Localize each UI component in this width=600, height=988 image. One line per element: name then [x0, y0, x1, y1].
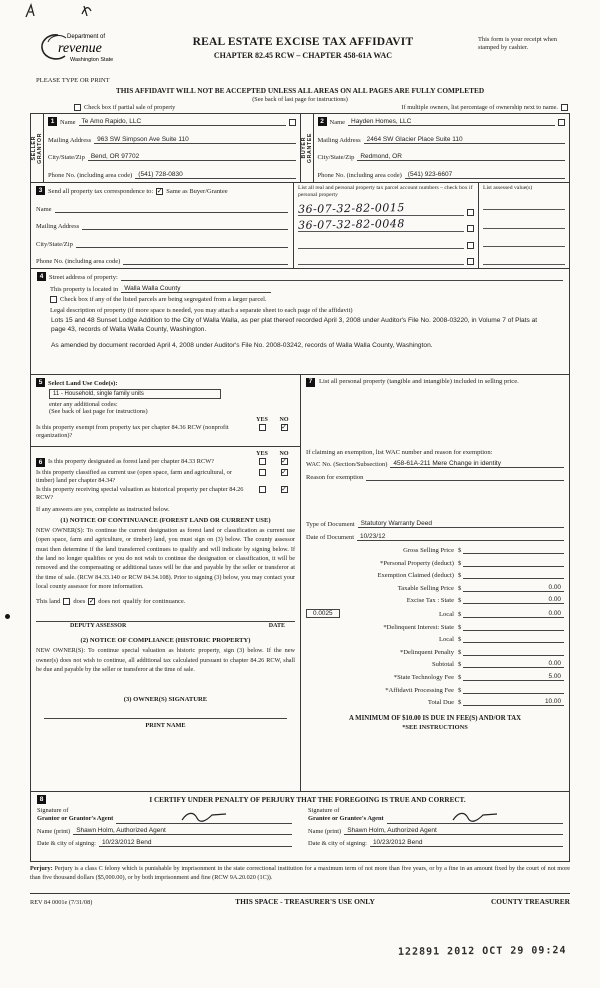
segregate-checkbox[interactable] [50, 296, 57, 303]
seller-csz-row [48, 153, 296, 161]
assessed-value-row [483, 192, 565, 210]
perjury-paragraph [30, 865, 570, 882]
dollar-sign: $ [458, 547, 462, 554]
corr-name-row [36, 205, 288, 213]
fin-row-exemption-deduct [306, 571, 564, 579]
located-county-field[interactable]: Walla Walla County [121, 285, 271, 293]
fin-row-delinquent-penalty [306, 648, 564, 656]
street-address-label: Street address of property: [49, 274, 118, 281]
assessed-value-row [483, 210, 565, 228]
forest-yes-cell [251, 458, 273, 465]
seller-name-row [48, 117, 296, 126]
buyer-phone-row [318, 171, 566, 179]
section-6-number: 6 [36, 458, 45, 467]
grantor-name-label: Name (print) [37, 828, 71, 836]
form-header [30, 26, 570, 78]
doc-type-field[interactable]: Statutory Warranty Deed [358, 520, 564, 528]
grantee-name-row [308, 827, 563, 835]
personal-property-label: List all personal property (tangible and intangible) included in selling price. [319, 378, 519, 385]
partial-sale-label: Check box if partial sale of property [84, 104, 176, 111]
buyer-phone-field[interactable]: (541) 923-6607 [405, 171, 565, 179]
assessed-value-row [483, 229, 565, 247]
owners-signature-title: (3) OWNER(S) SIGNATURE [123, 696, 208, 704]
current-use-question-row [36, 469, 295, 485]
pen-marks [20, 2, 110, 20]
segregate-row [50, 296, 563, 303]
buyer-address-label: Mailing Address [317, 136, 361, 144]
section-8-number: 8 [37, 795, 46, 804]
historic-no-cell [273, 486, 295, 493]
legal-paragraph-1: Lots 15 and 48 Sunset Lodge Addition to the City of Walla Walla, as per plat thereof recorded April 3, 2008 under Auditor's File No. 2008-03220, in Volume 7 of Plats at page 43, records of Walla Walla County, Washington. [51, 317, 538, 333]
corr-phone-label: Phone No. (including area code) [36, 258, 121, 265]
seller-ownership-checkbox[interactable] [289, 119, 296, 126]
section-5-land-use [31, 375, 300, 447]
buyer-name-row [318, 117, 566, 126]
fin-row-local [306, 609, 564, 618]
logo-dept-of-text: Department of [67, 34, 106, 40]
seller-phone-row [48, 171, 296, 179]
seller-address-label: Mailing Address [48, 136, 92, 144]
owners-signature-line[interactable] [44, 708, 287, 719]
dollar-sign: $ [458, 572, 462, 580]
seller-section [31, 114, 300, 182]
dollar-sign: $ [458, 584, 462, 592]
compliance-title: (2) NOTICE OF COMPLIANCE (HISTORIC PROPERTY) [80, 637, 251, 645]
parcel-number-1: 36-07-32-82-0015 [297, 200, 405, 216]
dollar-sign: $ [458, 559, 462, 567]
form-revision-number: REV 84 0001e (7/31/08) [30, 899, 93, 906]
wac-row [306, 460, 564, 468]
correspondence-fields [31, 183, 294, 268]
qualify-row [36, 598, 295, 605]
dollar-sign: $ [458, 661, 462, 669]
does-not-label: does not [98, 598, 121, 606]
corr-csz-field[interactable] [76, 240, 288, 248]
exempt-yes-cell [251, 424, 273, 431]
multiple-owners-checkbox[interactable] [561, 104, 568, 111]
footer-divider [30, 893, 570, 894]
assessed-values-column [479, 183, 569, 268]
section-3-correspondence [30, 183, 570, 269]
top-checkbox-row [30, 104, 570, 111]
current-use-no-cell [273, 469, 295, 476]
total-due-field[interactable]: 10.00 [463, 698, 564, 706]
buyer-address-row [318, 136, 566, 144]
grantor-name-field[interactable]: Shawn Holm, Authorized Agent [73, 827, 292, 835]
section-1-number: 1 [48, 117, 57, 126]
fin-label: *Delinquent Interest: State [383, 623, 454, 631]
excise-tax-local-field[interactable]: 0.00 [463, 610, 564, 618]
section-4-property [30, 269, 570, 375]
corr-address-field[interactable] [82, 222, 288, 230]
corr-name-label: Name [36, 205, 52, 213]
buyer-ownership-checkbox[interactable] [558, 119, 565, 126]
corr-address-row [36, 222, 288, 230]
grantee-signature-column [308, 807, 563, 850]
fin-row-total-due [306, 698, 564, 706]
logo-washington-state-text: Washington State [70, 57, 114, 63]
historic-no-checkbox[interactable]: ✓ [281, 485, 287, 494]
forest-no-cell [273, 458, 295, 465]
section-7-number: 7 [306, 378, 315, 387]
subtotal-field[interactable]: 0.00 [463, 660, 564, 668]
grantor-sig-label-1: Signature of [37, 807, 69, 814]
current-use-yes-cell [251, 469, 273, 476]
parcel-row [298, 199, 474, 215]
fin-label: Local [438, 636, 454, 644]
partial-sale-checkbox[interactable] [74, 104, 81, 111]
section-2-number: 2 [318, 117, 327, 126]
title-block [148, 36, 458, 60]
current-use-no-checkbox[interactable]: ✓ [281, 467, 287, 476]
perjury-bold-label: Perjury: [30, 865, 53, 872]
parcel-field-4[interactable] [298, 264, 464, 265]
grantee-date-label: Date & city of signing: [308, 839, 367, 847]
historic-yes-checkbox[interactable] [259, 486, 266, 493]
section-5-number: 5 [36, 378, 45, 387]
fin-label: *Affidavit Processing Fee [385, 686, 454, 694]
qualify-suffix: qualify for continuance. [123, 598, 186, 606]
parcel-numbers-column [294, 183, 479, 268]
fin-label: Excise Tax : State [406, 597, 454, 605]
dollar-sign: $ [458, 610, 462, 618]
doc-date-label: Date of Document [306, 534, 355, 541]
grantee-signature-row [308, 807, 563, 824]
seller-name-field[interactable]: Te Amo Rapido, LLC [79, 118, 286, 126]
dollar-sign: $ [458, 636, 462, 644]
grantor-signature-labels [37, 807, 113, 824]
buyer-side-label-2: GRANTEE [306, 132, 313, 164]
buyer-address-field[interactable]: 2464 SW Glacier Place Suite 110 [364, 136, 565, 144]
wac-label: WAC No. (Section/Subsection) [306, 461, 388, 468]
certify-row [37, 795, 563, 804]
grantor-signature-column [37, 807, 292, 850]
grantee-name-field[interactable]: Shawn Holm, Authorized Agent [344, 827, 563, 835]
located-label: This property is located in [50, 285, 119, 293]
any-yes-note: If any answers are yes, complete as instructed below. [36, 506, 170, 514]
sec6-yes-no-header [36, 451, 295, 457]
footer-row [30, 897, 570, 906]
multiple-owners-label: If multiple owners, list percentage of ownership next to name. [401, 104, 558, 111]
continuance-text: NEW OWNER(S): To continue the current designation as forest land or classification as current use (open space, farm and agriculture, or timber) land, you must sign on (3) below. The county assessor must then determine if the land transferred continues to qualify and will indicate by signing below. If the land no longer qualifies or you do not wish to continue the designation or classification, it will be removed and the compensating or additional taxes will be due and payable by the seller or transferor at the time of sale. (RCW 84.33.140 or RCW 84.34.108). Prior to signing (3) below, you may contact your local county assessor for more information. [36, 527, 295, 590]
grantor-signature-field[interactable] [116, 810, 292, 824]
seller-csz-label: City/State/Zip [48, 154, 85, 162]
does-label: does [73, 598, 86, 606]
buyer-side-strip [301, 114, 314, 182]
fin-row-personal-deduct [306, 559, 564, 567]
fin-row-delinquent-interest-state [306, 623, 564, 631]
partial-sale-option [74, 104, 175, 111]
parcel-number-2: 36-07-32-82-0048 [297, 217, 405, 233]
grantor-date-label: Date & city of signing: [37, 839, 96, 847]
same-as-buyer-checkbox[interactable]: ✓ [156, 187, 163, 195]
section-7-financial [301, 375, 569, 791]
parcel-row [298, 249, 474, 265]
segregate-label: Check box if any of the listed parcels are being segregated from a larger parcel. [60, 296, 267, 303]
sec5-yes-no-header [36, 417, 295, 423]
fin-row-gross [306, 546, 564, 554]
assessed-value-field-4[interactable] [483, 264, 565, 265]
forest-question-text: Is this property designated as forest land per chapter 84.33 RCW? [48, 457, 214, 465]
grantor-date-field[interactable]: 10/23/2012 Bend [99, 839, 292, 847]
perjury-text: Perjury is a class C felony which is punishable by imprisonment in the state correctional institution for a maximum term of not more than five years, or by a fine in an amount fixed by the court of not more than five thousand dollars ($5,000.00), or by both imprisonment and fine (RCW 9A.20.020 (1C)). [30, 865, 570, 881]
form-subtitle: CHAPTER 82.45 RCW – CHAPTER 458-61A WAC [213, 51, 393, 60]
left-column [31, 375, 301, 791]
located-row [50, 285, 563, 293]
see-back-note: (See back of last page for instructions) [252, 96, 348, 103]
fin-label: *State Technology Fee [393, 673, 454, 681]
historic-question-row [36, 486, 295, 502]
minimum-due-note: A MINIMUM OF $10.00 IS DUE IN FEE(S) AND/OR TAX [348, 714, 522, 722]
fin-row-subtotal [306, 660, 564, 668]
doc-type-label: Type of Document [306, 521, 355, 528]
doc-date-row [306, 533, 564, 541]
corr-csz-row [36, 240, 288, 248]
dollar-sign: $ [458, 699, 462, 707]
parties-section [30, 113, 570, 183]
seller-csz-field[interactable]: Bend, OR 97702 [88, 153, 296, 161]
buyer-name-label: Name [329, 119, 346, 126]
buyer-csz-row [318, 153, 566, 161]
seller-side-label-2: GRANTOR [37, 132, 43, 164]
land-use-title-row [36, 378, 295, 387]
dollar-sign: $ [458, 597, 462, 605]
land-use-code-field[interactable]: 11 - Household, single family units [49, 389, 221, 399]
personal-property-checkbox-2[interactable] [467, 225, 474, 232]
grantor-sig-label-2: Grantor or Grantor's Agent [37, 815, 114, 823]
legal-description-row [50, 307, 563, 314]
current-use-yes-checkbox[interactable] [259, 469, 266, 476]
exempt-no-checkbox[interactable]: ✓ [281, 423, 287, 431]
buyer-section [300, 114, 570, 182]
no-header: NO [279, 450, 289, 457]
scan-artifact-dot [5, 614, 10, 619]
corr-phone-row [36, 257, 288, 265]
corr-name-field[interactable] [55, 205, 288, 213]
seller-fields [44, 114, 300, 182]
delinquent-interest-state-field[interactable] [463, 623, 564, 631]
deputy-assessor-label: DEPUTY ASSESSOR [70, 623, 127, 630]
fin-row-delinquent-interest-local [306, 635, 564, 643]
parcel-field-2[interactable] [298, 218, 464, 232]
taxable-selling-price-field[interactable]: 0.00 [463, 584, 564, 592]
parcel-header: List all real and personal property tax parcel account numbers – check box if personal property [298, 185, 473, 199]
seller-phone-field[interactable]: (541) 728-0830 [135, 171, 295, 179]
historic-question-text: Is this property receiving special valuation as historical property per chapter 84.26 RCW? [36, 486, 244, 502]
legal-description-label: Legal description of property (if more space is needed, you may attach a separate sheet to each page of the affidavit) [50, 306, 353, 314]
revenue-logo [36, 28, 150, 68]
grantee-signature-labels [308, 807, 384, 824]
fin-label: *Personal Property (deduct) [380, 559, 454, 567]
no-header: NO [279, 417, 289, 423]
fin-label: *Delinquent Penalty [399, 648, 454, 656]
please-type-or-print-label: PLEASE TYPE OR PRINT [36, 77, 110, 84]
gross-selling-price-field[interactable] [463, 546, 564, 554]
forest-yes-checkbox[interactable] [259, 458, 266, 465]
acceptance-warning: THIS AFFIDAVIT WILL NOT BE ACCEPTED UNLESS ALL AREAS ON ALL PAGES ARE FULLY COMPLETED [115, 86, 485, 95]
historic-yes-cell [251, 486, 273, 493]
legal-paragraph-2: As amended by document recorded April 4, 2008 under Auditor's File No. 2008-03242, records of Walla Walla County, Washington. [51, 341, 433, 349]
buyer-name-field[interactable]: Hayden Homes, LLC [348, 118, 555, 126]
date-label: DATE [268, 623, 285, 630]
parcel-row [298, 216, 474, 232]
legal-description-text [51, 317, 551, 351]
buyer-side-label-1: BUYER [300, 137, 307, 159]
personal-property-deduct-field[interactable] [463, 559, 564, 567]
seller-address-field[interactable]: 963 SW Simpson Ave Suite 110 [94, 136, 295, 144]
grantee-sig-label-2: Grantee or Grantee's Agent [308, 815, 384, 823]
personal-property-checkbox-3[interactable] [467, 242, 474, 249]
wac-field[interactable]: 458-61A-211 Mere Change in identity [390, 460, 564, 468]
grantor-name-row [37, 827, 292, 835]
certify-statement: I CERTIFY UNDER PENALTY OF PERJURY THAT THE FOREGOING IS TRUE AND CORRECT. [149, 795, 466, 804]
grantee-sig-label-1: Signature of [308, 807, 340, 814]
corr-phone-field[interactable] [123, 257, 288, 265]
middle-columns [30, 375, 570, 792]
assessed-value-row [483, 247, 565, 265]
grantee-signature-mark [450, 810, 500, 823]
yes-header: YES [256, 450, 268, 457]
print-name-label: PRINT NAME [145, 722, 186, 730]
street-address-field[interactable] [121, 273, 563, 281]
section-6-designations [31, 447, 300, 791]
reason-blank-area[interactable] [306, 486, 564, 520]
treasurer-space-label: THIS SPACE - TREASURER'S USE ONLY [235, 897, 375, 906]
parcel-row [298, 232, 474, 248]
personal-property-checkbox-4[interactable] [467, 258, 474, 265]
receipt-note: This form is your receipt when stamped by cashier. [478, 36, 557, 52]
see-instructions-note: *SEE INSTRUCTIONS [402, 723, 468, 731]
does-not-checkbox[interactable]: ✓ [88, 597, 95, 606]
seller-name-label: Name [60, 119, 76, 126]
fin-label: Total Due [427, 699, 454, 707]
compliance-text: NEW OWNER(S): To continue special valuation as historic property, sign (3) below. If the new owner(s) does not wish to continue, all additional tax calculated pursuant to chapter 84.26 RCW, shall be due and payable by the seller or transferor at the time of sale. [36, 647, 295, 673]
continuance-title: (1) NOTICE OF CONTINUANCE (FOREST LAND OR CURRENT USE) [60, 517, 271, 525]
parcel-field-1[interactable] [298, 202, 464, 216]
fin-label-local [306, 609, 456, 618]
send-to-row [36, 186, 288, 195]
logo-revenue-text: revenue [58, 41, 102, 56]
grantee-name-label: Name (print) [308, 828, 342, 836]
fin-row-excise-state [306, 596, 564, 604]
send-to-label: Send all property tax correspondence to: [48, 188, 154, 195]
grantee-signature-field[interactable] [387, 810, 563, 824]
buyer-fields [314, 114, 570, 182]
current-use-question-text: Is this property classified as current use (open space, farm and agricultural, or timber) land per chapter 84.34? [36, 468, 232, 484]
forest-question-row [36, 458, 295, 467]
section-4-number: 4 [37, 272, 46, 281]
personal-property-blank-area[interactable] [306, 387, 564, 449]
seller-side-strip [31, 114, 44, 182]
state-technology-fee-field[interactable]: 5.00 [463, 673, 564, 681]
deputy-assessor-line[interactable] [36, 621, 295, 629]
exempt-question-row [36, 424, 295, 440]
doc-type-row [306, 520, 564, 528]
corr-address-label: Mailing Address [36, 223, 80, 230]
dollar-sign: $ [458, 686, 462, 694]
reason-field[interactable] [366, 473, 564, 481]
dollar-sign: $ [458, 623, 462, 631]
multiple-owners-option [401, 104, 568, 111]
doc-date-field[interactable]: 10/23/12 [357, 533, 564, 541]
exempt-yes-checkbox[interactable] [259, 424, 266, 431]
local-label: Local [438, 610, 454, 618]
dollar-sign: $ [458, 648, 462, 656]
signature-columns [37, 807, 563, 850]
personal-property-row [306, 378, 564, 387]
grantor-date-row [37, 839, 292, 847]
fin-label: Exemption Claimed (deduct) [377, 572, 454, 580]
seller-side-label-1: SELLER [31, 135, 37, 161]
local-rate-box: 0.0025 [306, 609, 340, 618]
exemption-claimed-field[interactable] [463, 571, 564, 579]
personal-property-checkbox-1[interactable] [467, 209, 474, 216]
sec5-see-back-note: (See back of last page for instructions) [49, 408, 148, 415]
land-use-title: Select Land Use Code(s): [48, 380, 118, 387]
delinquent-penalty-field[interactable] [463, 648, 564, 656]
qualify-prefix: This land [36, 598, 61, 606]
grantee-date-row [308, 839, 563, 847]
street-address-row [37, 272, 563, 281]
delinquent-interest-local-field[interactable] [463, 635, 564, 643]
buyer-csz-label: City/State/Zip [317, 154, 355, 162]
dollar-sign: $ [458, 673, 462, 681]
fin-row-processing-fee [306, 686, 564, 694]
buyer-phone-label: Phone No. (including area code) [317, 171, 402, 179]
exemption-label: If claiming an exemption, list WAC number and reason for exemption: [306, 449, 493, 456]
additional-codes-label: enter any additional codes: [49, 401, 118, 408]
fin-label: Gross Selling Price [403, 547, 454, 554]
fin-row-taxable [306, 584, 564, 592]
fin-label: Taxable Selling Price [397, 584, 454, 592]
forest-no-checkbox[interactable]: ✓ [281, 456, 287, 465]
assessed-values-header: List assessed value(s) [483, 185, 533, 191]
buyer-csz-field[interactable]: Redmond, OR [357, 153, 565, 161]
seller-phone-label: Phone No. (including area code) [48, 171, 133, 179]
yes-header: YES [256, 417, 268, 423]
form-title: REAL ESTATE EXCISE TAX AFFIDAVIT [192, 36, 414, 48]
exempt-no-cell [273, 424, 295, 431]
grantor-signature-row [37, 807, 292, 824]
excise-tax-state-field[interactable]: 0.00 [463, 596, 564, 604]
exempt-question-text: Is this property exempt from property tax per chapter 84.36 RCW (nonprofit organization)? [36, 424, 229, 439]
fin-row-tech-fee [306, 673, 564, 681]
reason-row [306, 473, 564, 481]
seller-address-row [48, 136, 296, 144]
corr-csz-label: City/State/Zip [36, 240, 73, 248]
grantor-signature-mark [179, 810, 229, 823]
does-checkbox[interactable] [63, 598, 70, 605]
cashier-receipt-stamp: 122891 2012 OCT 29 09:24 [397, 945, 567, 958]
same-as-buyer-label: Same as Buyer/Grantee [166, 188, 228, 195]
county-treasurer-label: COUNTY TREASURER [490, 897, 570, 906]
reason-label: Reason for exemption [306, 474, 364, 481]
grantee-date-field[interactable]: 10/23/2012 Bend [370, 839, 563, 847]
section-8-certification [30, 792, 570, 862]
affidavit-processing-fee-field[interactable] [463, 686, 564, 694]
section-3-number: 3 [36, 186, 45, 195]
fin-label: Subtotal [432, 661, 454, 669]
